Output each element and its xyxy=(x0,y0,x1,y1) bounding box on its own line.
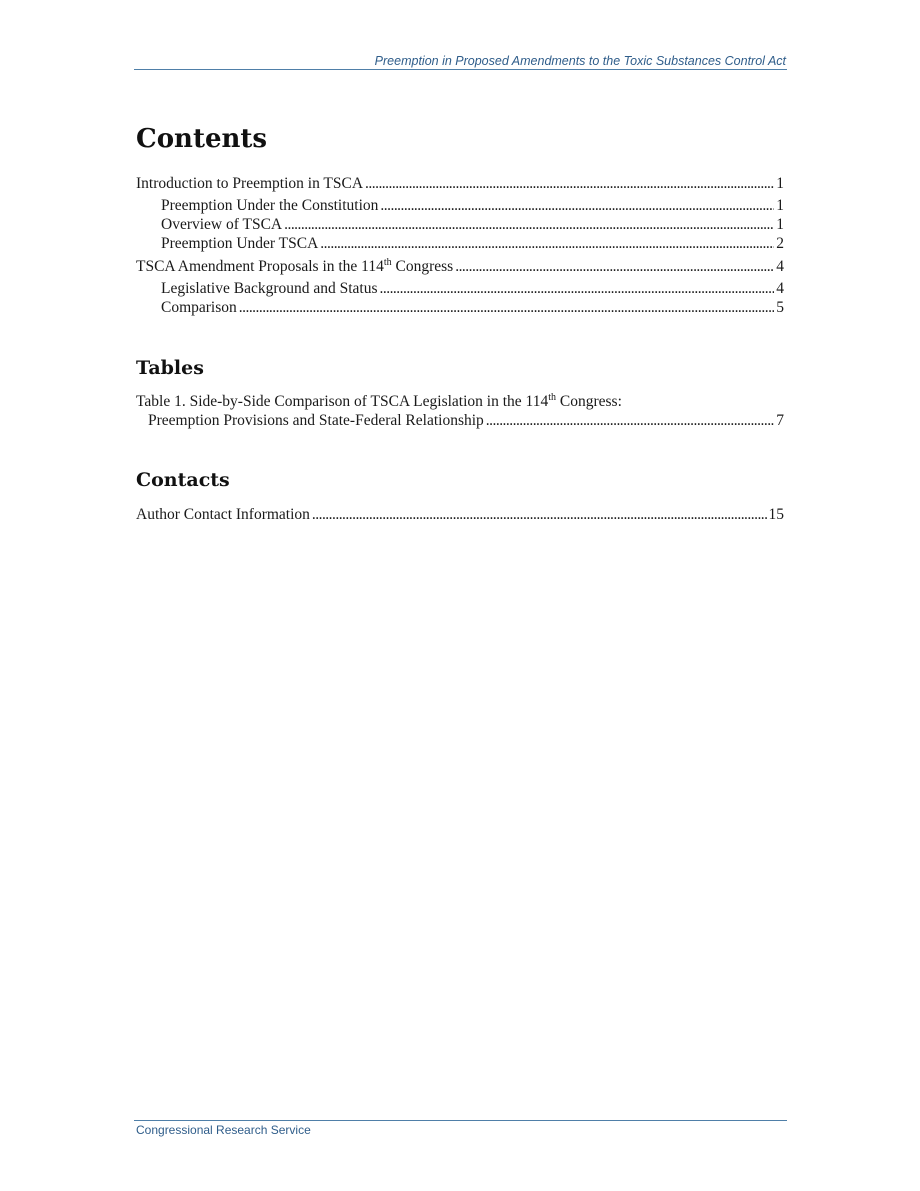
table-entry-line-2[interactable] xyxy=(148,411,784,431)
contents-heading: Contents xyxy=(136,124,268,154)
toc-entry-page: 4 xyxy=(776,258,784,275)
toc-entry-preemption-constitution[interactable] xyxy=(161,196,784,216)
table-entry-label-text: Table 1. Side-by-Side Comparison of TSCA Legislation in the 114 xyxy=(136,393,549,410)
dot-leader xyxy=(239,298,774,318)
dot-leader xyxy=(284,215,774,235)
footer-organization: Congressional Research Service xyxy=(136,1123,311,1137)
header-rule xyxy=(134,69,787,70)
contact-entry-page: 15 xyxy=(768,506,784,523)
toc-entry-page: 1 xyxy=(776,216,784,233)
dot-leader xyxy=(380,279,775,299)
toc-entry-introduction[interactable] xyxy=(136,174,784,194)
toc-entry-label-text: Congress xyxy=(391,258,454,275)
toc-entry-label-text: TSCA Amendment Proposals in the 114 xyxy=(136,258,384,275)
toc-entry-label: Preemption Under the Constitution xyxy=(161,197,379,214)
toc-entry-label: Legislative Background and Status xyxy=(161,280,378,297)
table-entry-label: Preemption Provisions and State-Federal Relationship xyxy=(148,412,484,429)
running-header-title: Preemption in Proposed Amendments to the Toxic Substances Control Act xyxy=(374,54,786,68)
toc-entry-page: 4 xyxy=(776,280,784,297)
dot-leader xyxy=(380,196,774,216)
ordinal-suffix: th xyxy=(548,392,556,403)
dot-leader xyxy=(365,174,774,194)
toc-entry-comparison[interactable] xyxy=(161,298,784,318)
dot-leader xyxy=(312,505,767,525)
toc-entry-label: Overview of TSCA xyxy=(161,216,283,233)
toc-entry-amendment-proposals[interactable] xyxy=(136,257,784,277)
tables-heading: Tables xyxy=(136,357,204,379)
contacts-heading: Contacts xyxy=(136,469,230,491)
toc-entry-label: Introduction to Preemption in TSCA xyxy=(136,175,364,192)
toc-entry-preemption-tsca[interactable] xyxy=(161,234,784,254)
dot-leader xyxy=(320,234,774,254)
dot-leader xyxy=(486,411,774,431)
toc-entry-page: 5 xyxy=(776,299,784,316)
toc-entry-label xyxy=(136,257,453,277)
toc-entry-legislative-background[interactable] xyxy=(161,279,784,299)
toc-entry-label: Comparison xyxy=(161,299,237,316)
toc-entry-label: Preemption Under TSCA xyxy=(161,235,319,252)
contact-entry-label: Author Contact Information xyxy=(136,506,310,523)
dot-leader xyxy=(455,257,774,277)
table-entry-line-1[interactable] xyxy=(136,392,784,412)
toc-entry-page: 1 xyxy=(776,197,784,214)
footer-rule xyxy=(134,1120,787,1121)
ordinal-suffix: th xyxy=(383,257,392,268)
toc-entry-page: 2 xyxy=(776,235,784,252)
toc-entry-overview-tsca[interactable] xyxy=(161,215,784,235)
contact-entry-author[interactable] xyxy=(136,505,784,525)
table-entry-page: 7 xyxy=(776,412,784,429)
table-entry-label-text: Congress: xyxy=(556,393,622,410)
toc-entry-page: 1 xyxy=(776,175,784,192)
table-entry-label xyxy=(136,392,622,412)
